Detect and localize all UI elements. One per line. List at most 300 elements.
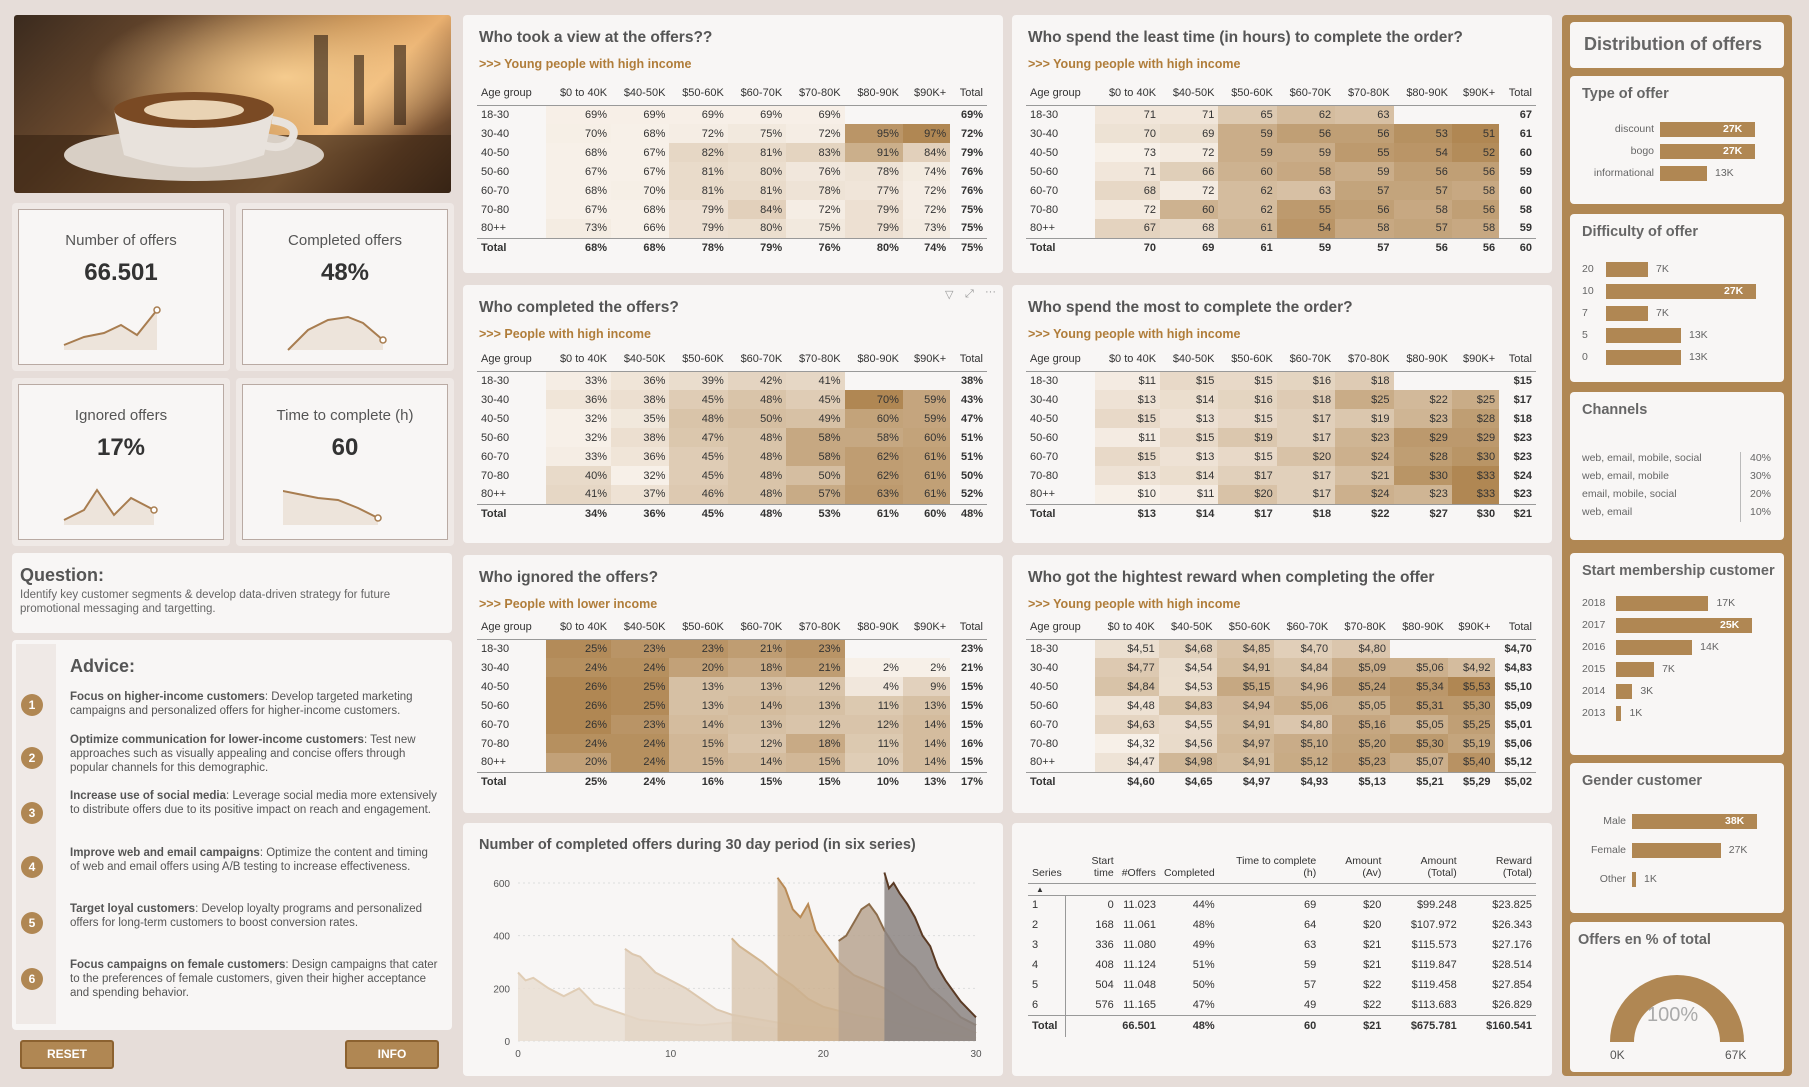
table-cell: 72% — [786, 200, 844, 219]
table-cell: $5,23 — [1332, 753, 1390, 772]
row-label: 30-40 — [1030, 661, 1059, 674]
table-cell — [1452, 105, 1499, 124]
bar-value: 1K — [1629, 707, 1643, 719]
table-cell: $10 — [1095, 485, 1160, 504]
table-cell: 69 — [1160, 124, 1218, 143]
table-cell: 4% — [845, 677, 903, 696]
column-header: $60-70K — [1277, 81, 1335, 105]
table-cell: $4,83 — [1504, 661, 1532, 674]
table-cell: $4,70 — [1274, 639, 1332, 658]
table-cell: 54 — [1277, 219, 1335, 238]
column-header: $70-80K — [786, 615, 844, 639]
table-cell: $23 — [1513, 431, 1532, 444]
table-cell: $23 — [1394, 485, 1452, 504]
table-cell: $24 — [1335, 485, 1393, 504]
table-cell: 45% — [786, 390, 844, 409]
table-row — [1026, 715, 1536, 734]
table-cell: 35% — [611, 409, 669, 428]
column-header: Age group — [477, 347, 546, 371]
table-cell: $20 — [1363, 899, 1382, 912]
table-cell: 70% — [546, 124, 611, 143]
table-cell: $23 — [1394, 409, 1452, 428]
table-cell — [1452, 371, 1499, 390]
table-cell: $21 — [1499, 504, 1536, 523]
table-cell: 15% — [960, 680, 983, 693]
table-cell: 95% — [845, 124, 903, 143]
advice-item-heading: Focus campaigns on female customers — [70, 959, 286, 971]
bar[interactable] — [1616, 662, 1654, 677]
table-cell: 15% — [669, 734, 727, 753]
table-cell: $22 — [1363, 979, 1382, 991]
matrix-subtitle: >>> Young people with high income — [479, 57, 692, 71]
kpi-sparkline — [283, 480, 403, 530]
table-cell: $4,92 — [1448, 658, 1495, 677]
table-cell: 9% — [903, 677, 950, 696]
info-button[interactable]: INFO — [345, 1040, 439, 1069]
column-header: $0 to 40K — [1095, 81, 1160, 105]
table-cell: 14% — [728, 753, 786, 772]
table-cell: 26% — [546, 696, 611, 715]
table-cell: 5 — [1028, 975, 1066, 995]
row-label: 18-30 — [481, 108, 510, 121]
column-header: $40-50K — [611, 81, 669, 105]
table-cell: $5,02 — [1495, 772, 1536, 791]
bar-value: 7K — [1656, 263, 1669, 275]
bar-label: informational — [1593, 167, 1654, 179]
bar[interactable] — [1616, 706, 1621, 721]
table-cell: 36% — [611, 371, 669, 390]
bar-label: Female — [1590, 844, 1626, 856]
column-header: Total — [950, 347, 987, 371]
table-cell: 10% — [845, 753, 903, 772]
table-cell: 69 — [1160, 238, 1218, 257]
table-cell: $5,12 — [1274, 753, 1332, 772]
table-cell: $16 — [1277, 371, 1335, 390]
kpi-value: 48% — [320, 259, 370, 286]
y-tick-label: 200 — [493, 984, 510, 996]
table-cell: $28.514 — [1492, 959, 1532, 971]
table-cell: 63 — [1303, 939, 1317, 951]
table-cell: 68% — [546, 143, 611, 162]
row-label: 40-50 — [481, 146, 510, 159]
table-row — [1026, 734, 1536, 753]
advice-title: Advice: — [70, 656, 136, 676]
table-cell: 50% — [960, 469, 983, 482]
table-row — [1026, 639, 1536, 658]
table-cell: $4,56 — [1159, 734, 1217, 753]
table-cell: 59 — [1218, 143, 1276, 162]
row-label: 40-50 — [481, 680, 510, 693]
matrix-highest-reward — [1012, 555, 1552, 813]
table-cell: $18 — [1277, 504, 1335, 523]
table-row — [1026, 677, 1536, 696]
table-cell: 2% — [903, 658, 950, 677]
table-cell: $5,10 — [1274, 734, 1332, 753]
kpi-number-of-offers-card — [12, 203, 230, 371]
row-label: 30-40 — [481, 393, 510, 406]
table-cell: $19 — [1218, 428, 1276, 447]
bar-label: 5 — [1582, 329, 1588, 341]
column-header: $90K+ — [903, 347, 950, 371]
table-cell: 72% — [903, 200, 950, 219]
table-cell: 83% — [786, 143, 844, 162]
table-cell: 62 — [1218, 181, 1276, 200]
table-cell: $21 — [1363, 939, 1382, 951]
table-cell: $25 — [1335, 390, 1393, 409]
table-cell: $5,06 — [1390, 658, 1448, 677]
table-cell: $29 — [1452, 428, 1499, 447]
table-cell: 60% — [845, 409, 903, 428]
table-cell: 48% — [728, 485, 786, 504]
table-cell: 21% — [960, 661, 983, 674]
column-header: Time to complete (h) — [1219, 831, 1321, 883]
table-cell: 51 — [1452, 124, 1499, 143]
table-cell: $5,15 — [1217, 677, 1275, 696]
column-header: $50-60K — [669, 81, 727, 105]
table-cell: 69% — [669, 105, 727, 124]
table-cell: 47% — [1192, 998, 1215, 1011]
table-cell: 57 — [1394, 219, 1452, 238]
table-cell: 58 — [1277, 162, 1335, 181]
table-cell: 24% — [611, 753, 669, 772]
row-label: 80++ — [1030, 488, 1056, 501]
table-cell: $15 — [1218, 447, 1276, 466]
channel-value: 20% — [1750, 488, 1772, 500]
table-cell: $4,98 — [1159, 753, 1217, 772]
table-row — [477, 390, 987, 409]
table-cell: 59 — [1277, 143, 1335, 162]
table-cell — [1390, 639, 1448, 658]
table-cell: 80% — [845, 238, 903, 257]
bar[interactable] — [1616, 596, 1708, 611]
table-cell: 74% — [903, 238, 950, 257]
table-cell: 58% — [786, 428, 844, 447]
channel-label: web, email, mobile, social — [1582, 452, 1702, 464]
bar[interactable] — [1616, 684, 1632, 699]
column-header: $80-90K — [845, 347, 903, 371]
matrix-completed-offers — [463, 285, 1003, 543]
row-label: 40-50 — [481, 412, 510, 425]
table-cell: $4,97 — [1217, 734, 1275, 753]
column-header: #Offers — [1118, 831, 1160, 883]
column-header: $50-60K — [669, 615, 727, 639]
table-cell: 11.165 — [1123, 998, 1156, 1011]
bar-value: 1K — [1644, 873, 1657, 885]
sort-ascending-icon[interactable]: ▲ — [1036, 884, 1044, 894]
table-row — [1026, 753, 1536, 772]
table-row — [477, 371, 987, 390]
bar[interactable] — [1616, 640, 1692, 655]
table-cell: 15% — [960, 756, 983, 769]
row-label: 60-70 — [1030, 718, 1059, 731]
table-row — [477, 428, 987, 447]
bar-label: 2014 — [1582, 685, 1606, 697]
area-series-6[interactable] — [884, 873, 976, 1042]
table-cell: 82% — [669, 143, 727, 162]
advice-item-text: : Leverage social media more extensively to distribute offers due to its positive impact on reach and engagement. — [70, 790, 437, 816]
table-cell: 69 — [1303, 899, 1317, 912]
table-cell: 60 — [1160, 200, 1218, 219]
table-cell: $13 — [1095, 504, 1160, 523]
channel-value: 10% — [1750, 506, 1772, 518]
table-cell: $5,16 — [1332, 715, 1390, 734]
table-cell: $4,54 — [1159, 658, 1217, 677]
table-cell: 62 — [1218, 200, 1276, 219]
table-total-row — [1028, 1015, 1536, 1037]
table-cell: 23% — [611, 639, 669, 658]
kpi-time-to-complete-card — [236, 378, 454, 546]
table-cell: 2% — [845, 658, 903, 677]
table-cell: $5,30 — [1390, 734, 1448, 753]
table-cell: 60% — [903, 428, 950, 447]
table-cell: 11.023 — [1123, 899, 1156, 912]
column-header: $50-60K — [1217, 615, 1275, 639]
bar-label: 20 — [1582, 263, 1594, 275]
table-cell: 60 — [1218, 162, 1276, 181]
table-cell: $18 — [1513, 412, 1532, 425]
row-label: 40-50 — [1030, 680, 1059, 693]
table-cell: 51% — [960, 431, 983, 444]
table-cell: 59 — [1277, 238, 1335, 257]
table-cell: 576 — [1095, 998, 1114, 1011]
table-cell: 53 — [1394, 124, 1452, 143]
sidebar-title-card — [1570, 22, 1784, 68]
advice-item-text: : Optimize the content and timing of web and email offers using A/B testing to increase effectiveness. — [70, 847, 428, 873]
channels-divider — [1740, 452, 1741, 522]
table-cell: 50% — [786, 466, 844, 485]
row-label: 60-70 — [481, 718, 510, 731]
channels-title: Channels — [1582, 402, 1648, 418]
table-row — [477, 504, 987, 523]
column-header: $60-70K — [728, 347, 786, 371]
reset-button[interactable]: RESET — [20, 1040, 114, 1069]
column-header: Start time — [1066, 831, 1118, 883]
table-cell: 38% — [611, 428, 669, 447]
table-cell: 61% — [903, 485, 950, 504]
table-cell: $23.825 — [1492, 899, 1532, 912]
table-cell: 23% — [786, 639, 844, 658]
matrix-most-spend — [1012, 285, 1552, 543]
table-cell: 66.501 — [1118, 1015, 1160, 1037]
matrix-subtitle: >>> People with lower income — [479, 597, 658, 611]
table-row — [1028, 975, 1536, 995]
table-cell: 81% — [669, 162, 727, 181]
channel-label: web, email, mobile — [1582, 470, 1669, 482]
table-cell: $22 — [1335, 504, 1393, 523]
row-label: 18-30 — [481, 642, 510, 655]
table-cell: 73% — [546, 219, 611, 238]
matrix-subtitle: >>> Young people with high income — [1028, 57, 1241, 71]
table-cell: 20% — [546, 753, 611, 772]
table-cell: $99.248 — [1416, 899, 1457, 912]
table-cell: 62 — [1277, 105, 1335, 124]
table-cell: $30 — [1452, 504, 1499, 523]
bar[interactable] — [1632, 843, 1721, 858]
table-cell: $5,29 — [1448, 772, 1495, 791]
table-cell: 11.124 — [1123, 959, 1156, 971]
table-row — [477, 200, 987, 219]
table-cell: 15% — [786, 753, 844, 772]
table-cell: 72% — [786, 124, 844, 143]
gauge-title: Offers en % of total — [1578, 932, 1711, 948]
table-cell: 81% — [728, 181, 786, 200]
table-cell: $13 — [1160, 447, 1218, 466]
matrix-subtitle: >>> Young people with high income — [1028, 327, 1241, 341]
question-text: Identify key customer segments & develop data-driven strategy for future promotional messaging and targetting. — [20, 589, 391, 615]
table-cell: 14% — [903, 715, 950, 734]
row-label: 80++ — [481, 222, 507, 235]
table-cell: 69% — [960, 108, 983, 121]
table-cell: 67 — [1095, 219, 1160, 238]
row-label: 40-50 — [1030, 412, 1059, 425]
table-cell: $113.683 — [1411, 998, 1457, 1011]
table-cell: $4,55 — [1159, 715, 1217, 734]
table-row — [1026, 428, 1536, 447]
table-cell: $5,10 — [1504, 680, 1532, 693]
bar-label: 2015 — [1582, 663, 1606, 675]
table-cell: 4 — [1028, 955, 1066, 975]
table-cell: 69% — [786, 105, 844, 124]
x-tick-label: 30 — [970, 1049, 982, 1060]
matrix-table — [477, 347, 987, 523]
membership-card — [1570, 553, 1784, 755]
table-cell: 38% — [611, 390, 669, 409]
table-cell: 73% — [903, 219, 950, 238]
row-label: 70-80 — [1030, 203, 1059, 216]
row-label: 80++ — [1030, 756, 1056, 769]
more-options-icon[interactable]: ··· — [985, 286, 996, 298]
table-cell: $15 — [1218, 371, 1276, 390]
table-cell: $17 — [1277, 428, 1335, 447]
table-cell: 70% — [611, 181, 669, 200]
table-cell: 56 — [1277, 124, 1335, 143]
table-cell: 75% — [728, 124, 786, 143]
table-cell: 37% — [611, 485, 669, 504]
kpi-value: 60 — [331, 434, 359, 461]
table-cell: 65 — [1218, 105, 1276, 124]
table-cell: 48% — [728, 504, 786, 523]
bar[interactable] — [1632, 872, 1636, 887]
table-cell: 168 — [1095, 919, 1114, 931]
table-cell: 71 — [1095, 105, 1160, 124]
column-header: Total — [1495, 615, 1536, 639]
table-cell: $4,48 — [1095, 696, 1159, 715]
column-header: $60-70K — [728, 615, 786, 639]
table-cell: 13% — [728, 677, 786, 696]
table-cell: $4,91 — [1217, 658, 1275, 677]
column-header: $50-60K — [1218, 81, 1276, 105]
table-cell: 49% — [1192, 939, 1215, 951]
table-cell: $107.972 — [1410, 919, 1457, 931]
bar[interactable] — [1606, 262, 1648, 277]
table-cell: 15% — [786, 772, 844, 791]
table-cell: 59% — [903, 409, 950, 428]
matrix-title: Who spend the least time (in hours) to complete the order? — [1028, 29, 1463, 46]
bar[interactable] — [1660, 166, 1707, 181]
bar-label: bogo — [1630, 145, 1654, 157]
table-cell: 15% — [728, 772, 786, 791]
expand-icon[interactable]: ⤢ — [965, 288, 974, 300]
table-cell: 24% — [611, 658, 669, 677]
table-cell: 408 — [1095, 959, 1114, 971]
table-cell: $24 — [1335, 447, 1393, 466]
column-header: $70-80K — [786, 81, 844, 105]
bar-value: 17K — [1716, 597, 1736, 609]
table-cell: 66 — [1160, 162, 1218, 181]
bar-value: 27K — [1724, 285, 1744, 297]
table-cell: $18 — [1335, 371, 1393, 390]
table-cell: $14 — [1160, 466, 1218, 485]
table-cell: 41% — [546, 485, 611, 504]
table-cell: 66% — [611, 219, 669, 238]
advice-number-2: 2 — [21, 747, 43, 769]
row-label: 50-60 — [1030, 165, 1059, 178]
gauge-card — [1570, 922, 1784, 1072]
advice-item-heading: Focus on higher-income customers — [70, 691, 265, 703]
table-cell: 59 — [1519, 165, 1532, 178]
advice-number-1: 1 — [21, 694, 43, 716]
table-cell: 34% — [546, 504, 611, 523]
table-cell: 60 — [1219, 1015, 1321, 1037]
table-cell: $675.781 — [1385, 1015, 1460, 1037]
table-cell: 68% — [611, 124, 669, 143]
bar[interactable] — [1606, 328, 1681, 343]
kpi-ignored-offers-card — [12, 378, 230, 546]
column-header: $90K+ — [903, 81, 950, 105]
table-cell: 48% — [728, 428, 786, 447]
table-cell: 10% — [845, 772, 903, 791]
table-cell: 70 — [1095, 124, 1160, 143]
table-cell: $5,31 — [1390, 696, 1448, 715]
advice-item-heading: Target loyal customers — [70, 903, 196, 915]
table-cell — [845, 105, 903, 124]
advice-item-text: : Test new approaches such as visually appealing and concise offers through popular channels for this demographic. — [70, 734, 416, 774]
table-cell: 24% — [611, 734, 669, 753]
table-cell: $27.176 — [1492, 939, 1532, 951]
table-cell: 49% — [786, 409, 844, 428]
table-cell: 80% — [728, 162, 786, 181]
table-cell: 79% — [960, 146, 983, 159]
table-cell: 11% — [845, 696, 903, 715]
table-cell: $115.573 — [1411, 939, 1457, 951]
table-row — [1026, 162, 1536, 181]
table-cell: 36% — [611, 504, 669, 523]
bar[interactable] — [1606, 306, 1648, 321]
table-cell: 80% — [728, 219, 786, 238]
row-label: 18-30 — [1030, 108, 1059, 121]
bar-label: 2017 — [1582, 619, 1606, 631]
table-cell: $16 — [1218, 390, 1276, 409]
kpi-label: Number of offers — [65, 232, 177, 249]
gauge-max: 67K — [1725, 1048, 1747, 1062]
table-cell: 55 — [1335, 143, 1393, 162]
bar[interactable] — [1606, 350, 1681, 365]
advice-item-6 — [70, 958, 440, 1000]
table-cell: 71 — [1095, 162, 1160, 181]
advice-item-heading: Improve web and email campaigns — [70, 847, 260, 859]
table-cell: $23 — [1513, 488, 1532, 501]
table-cell: 13% — [669, 696, 727, 715]
table-cell: $5,05 — [1332, 696, 1390, 715]
table-cell: $27 — [1394, 504, 1452, 523]
table-cell: $29 — [1394, 428, 1452, 447]
table-cell: 57 — [1335, 238, 1393, 257]
filter-icon[interactable]: ▽ — [945, 289, 954, 301]
column-header: $0 to 40K — [546, 81, 611, 105]
gauge-value: 100% — [1647, 1004, 1699, 1026]
table-cell: 57 — [1303, 979, 1317, 991]
table-cell: 53% — [786, 504, 844, 523]
